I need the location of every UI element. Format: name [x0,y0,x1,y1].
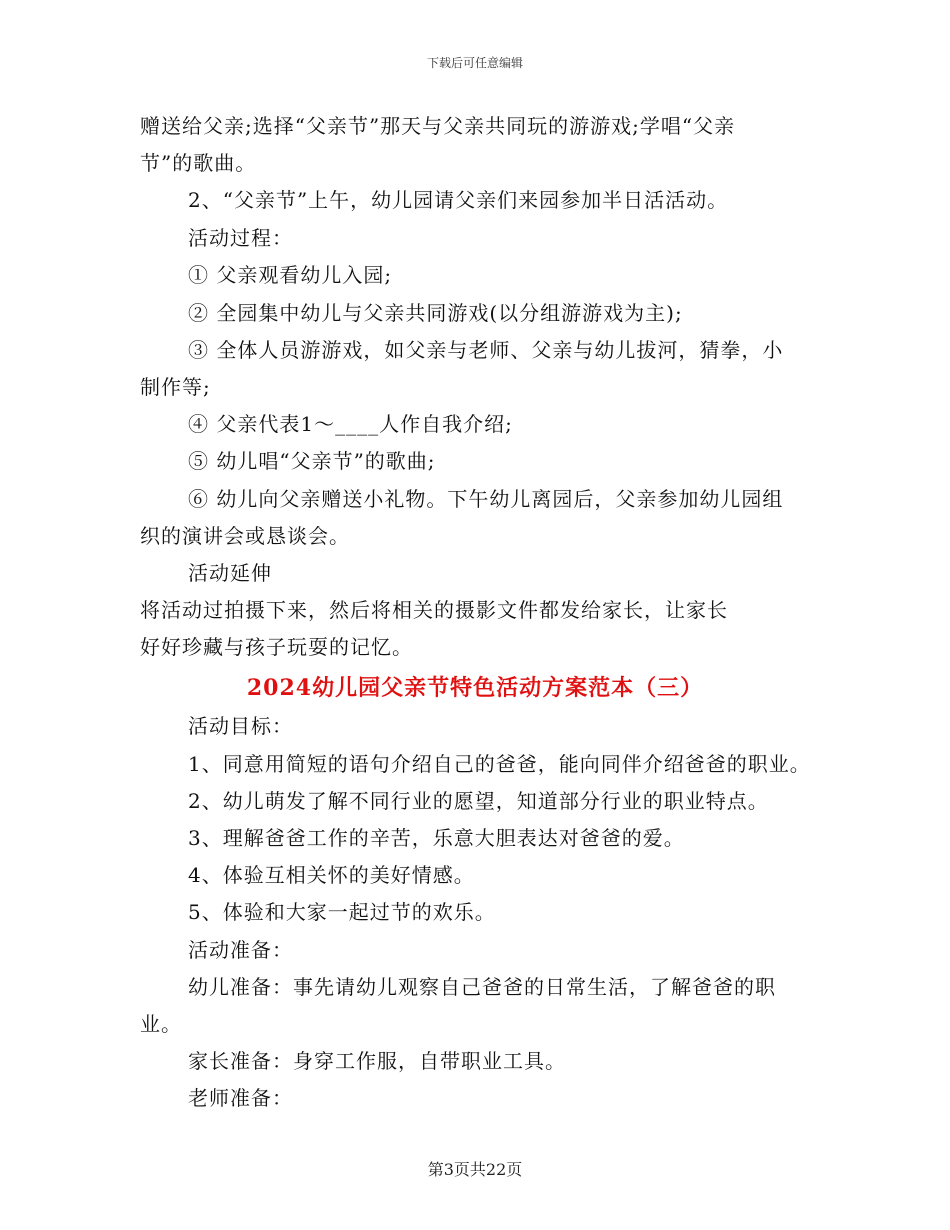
body-line: ⑤ 幼儿唱“父亲节”的歌曲; [188,449,436,473]
body-line: ② 全园集中幼儿与父亲共同游戏(以分组游游戏为主); [188,301,683,325]
body-line: 活动目标： [188,714,293,738]
body-line: 2、“父亲节”上午，幼儿园请父亲们来园参加半日活活动。 [188,188,729,212]
body-line: 节”的歌曲。 [140,151,257,175]
body-line: 家长准备：身穿工作服，自带职业工具。 [188,1049,566,1073]
body-line: 4、体验互相关怀的美好情感。 [188,863,475,887]
body-line: 5、体验和大家一起过节的欢乐。 [188,900,496,924]
body-line: ③ 全体人员游游戏，如父亲与老师、父亲与幼儿拔河，猜拳，小 [188,338,784,362]
body-line: 活动过程： [188,226,293,250]
body-line: ① 父亲观看幼儿入园; [188,263,393,287]
section-title: 2024幼儿园父亲节特色活动方案范本（三） [246,675,704,701]
body-line: 织的演讲会或恳谈会。 [140,524,350,548]
body-line: 业。 [140,1012,182,1036]
body-line: 幼儿准备：事先请幼儿观察自己爸爸的日常生活，了解爸爸的职 [188,975,776,999]
body-line: 活动延伸 [188,561,272,585]
body-line: ⑥ 幼儿向父亲赠送小礼物。下午幼儿离园后，父亲参加幼儿园组 [188,487,784,511]
body-line: 2、幼儿萌发了解不同行业的愿望，知道部分行业的职业特点。 [188,789,769,813]
body-line: 好好珍藏与孩子玩耍的记忆。 [140,635,413,659]
body-line: 将活动过拍摄下来，然后将相关的摄影文件都发给家长，让家长 [140,598,728,622]
body-line: 3、理解爸爸工作的辛苦，乐意大胆表达对爸爸的爱。 [188,826,685,850]
body-line: 1、同意用简短的语句介绍自己的爸爸，能向同伴介绍爸爸的职业。 [188,752,811,776]
body-line: 赠送给父亲;选择“父亲节”那天与父亲共同玩的游游戏;学唱“父亲 [140,114,736,138]
page-header: 下载后可任意编辑 [426,56,523,70]
body-line: 活动准备： [188,938,293,962]
body-line: ④ 父亲代表1～____人作自我介绍; [188,412,513,436]
page-footer: 第3页共22页 [427,1160,523,1179]
body-line: 老师准备： [188,1086,293,1110]
body-line: 制作等; [140,375,211,399]
